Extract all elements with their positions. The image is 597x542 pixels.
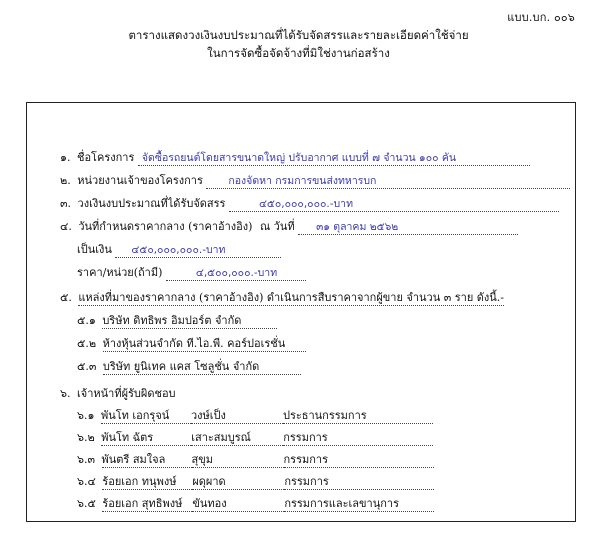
item-ref-total: [77, 241, 281, 259]
page-title: ตารางแสดงวงเงินงบประมาณที่ได้รับจัดสรรและรายละเอียดค่าใช้จ่าย: [128, 28, 469, 42]
officer-role: กรรมการและเลขานุการ: [284, 497, 434, 512]
project-value: จัดซื้อรถยนต์โดยสารขนาดใหญ่ ปรับอากาศ แบบที่ ๗ จำนวน ๑๐๐ คัน: [138, 151, 530, 166]
officer-row: [77, 451, 434, 469]
officer-number: ๖.๑: [77, 409, 95, 422]
project-label: ชื่อโครงการ: [76, 151, 135, 164]
ref-date-mid: ณ วันที่: [259, 220, 295, 233]
unit-price-label: ราคา/หน่วย(ถ้ามี): [77, 266, 163, 279]
officer-row: [77, 473, 434, 491]
item-ref-date: [60, 218, 518, 236]
ref-total-label: เป็นเงิน: [77, 243, 112, 256]
form-frame: [26, 102, 576, 522]
officer-role: กรรมการ: [283, 431, 433, 446]
officer-surname: สุขุม: [192, 453, 284, 468]
budget-label: วงเงินงบประมาณที่ได้รับจัดสรร: [77, 197, 226, 210]
officer-surname: ผดุผาด: [192, 475, 284, 490]
officer-surname: วงษ์เป็ง: [191, 409, 283, 424]
officer-name: พันโท เอกรุจน์: [101, 409, 191, 424]
item-number: ๔.: [60, 220, 72, 233]
officer-role: ประธานกรรมการ: [283, 409, 433, 424]
ref-total-value: ๔๕๐,๐๐๐,๐๐๐.-บาท: [115, 243, 281, 258]
item-number: ๖.: [60, 387, 71, 400]
source-row: [77, 312, 277, 330]
item-unit-price: [77, 264, 306, 282]
item-number: ๒.: [60, 174, 71, 187]
officer-role: กรรมการ: [284, 475, 434, 490]
item-number: ๓.: [60, 197, 72, 210]
item-officers: [60, 385, 176, 403]
officer-role: กรรมการ: [284, 453, 434, 468]
sources-label: แหล่งที่มาของราคากลาง (ราคาอ้างอิง) ดำเนินการสืบราคาจากผู้ขาย จำนวน ๓ ราย ดังนี้.-: [78, 291, 505, 304]
source-row: [77, 358, 301, 376]
source-number: ๕.๒: [77, 337, 97, 350]
item-owner: [60, 172, 570, 190]
source-row: [77, 335, 306, 353]
source-name: บริษัท ยูนิเทค แคส โซลูชั่น จำกัด: [103, 360, 301, 375]
budget-value: ๔๕๐,๐๐๐,๐๐๐.-บาท: [229, 197, 559, 212]
officer-row: [77, 407, 433, 425]
page-subtitle: ในการจัดซื้อจัดจ้างที่มิใช่งานก่อสร้าง: [207, 46, 390, 60]
officer-row: [77, 495, 434, 513]
officers-label: เจ้าหน้าที่ผู้รับผิดชอบ: [76, 387, 176, 400]
officer-name: พันโท ฉัตร: [101, 431, 191, 446]
item-budget: [60, 195, 559, 213]
source-number: ๕.๑: [77, 314, 96, 327]
officer-name: ร้อยเอก ทนุพงษ์: [102, 475, 192, 490]
source-number: ๕.๓: [77, 360, 97, 373]
unit-price-value: ๔,๕๐๐,๐๐๐.-บาท: [166, 266, 306, 281]
officer-name: ร้อยเอก สุทธิพงษ์: [102, 497, 192, 512]
officer-number: ๖.๒: [77, 431, 95, 444]
item-sources: [60, 289, 504, 307]
source-name: บริษัท ดิทธิพร อิมปอร์ต จำกัด: [102, 314, 277, 329]
officer-number: ๖.๔: [77, 475, 96, 488]
ref-date-label: วันที่กำหนดราคากลาง (ราคาอ้างอิง): [78, 220, 253, 233]
owner-value: กองจัดหา กรมการขนส่งทหารบก: [206, 174, 570, 189]
item-number: ๕.: [60, 291, 72, 304]
officer-surname: ขันทอง: [192, 497, 284, 512]
owner-label: หน่วยงานเจ้าของโครงการ: [77, 174, 203, 187]
officer-name: พันตรี สมใจล: [102, 453, 192, 468]
ref-date-value: ๓๑ ตุลาคม ๒๕๖๒: [298, 220, 518, 235]
officer-number: ๖.๓: [77, 453, 95, 466]
source-name: ห้างหุ้นส่วนจำกัด ที.ไอ.พี. คอร์ปอเรชั่น: [103, 337, 306, 352]
item-project: [60, 149, 530, 167]
officer-surname: เสาะสมบูรณ์: [191, 431, 283, 446]
officer-row: [77, 429, 433, 447]
officer-number: ๖.๕: [77, 497, 96, 510]
form-code: แบบ.บก. ๐๐๖: [507, 11, 575, 24]
item-number: ๑.: [60, 151, 71, 164]
